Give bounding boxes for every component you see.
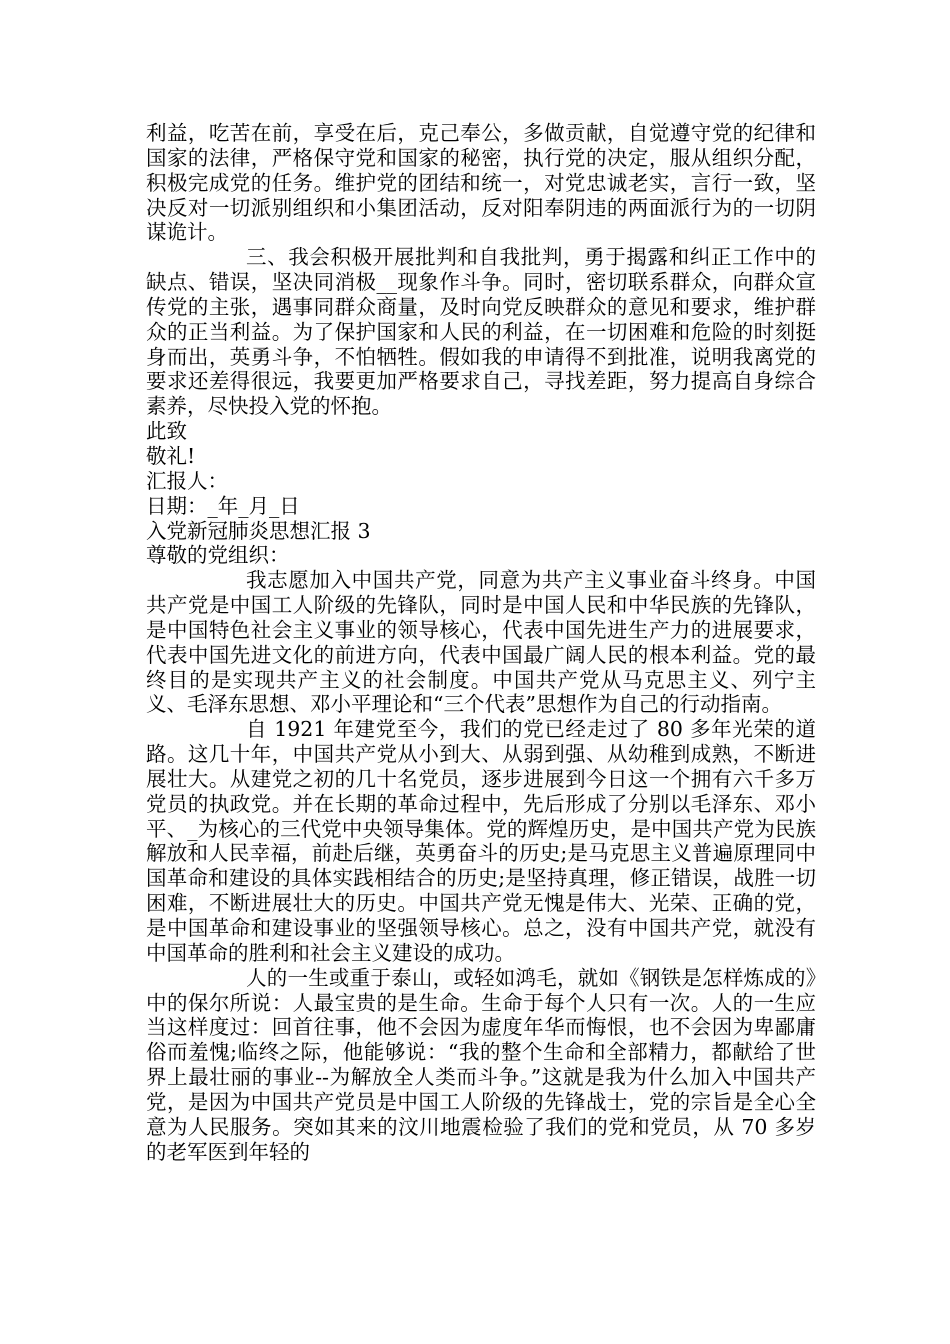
greeting-line: 尊敬的党组织： (146, 543, 290, 568)
paragraph-self-criticism: 三、我会积极开展批判和自我批判，勇于揭露和纠正工作中的缺点、错误，坚决同消极__现象作斗争。同时，密切联系群众，向群众宣传党的主张，遇事同群众商量，及时向党反映群众的意见和要求，维护群众的正当利益。为了保护国家和人民的利益，在一切困难和危险的时刻挺身而出，英勇斗争，不怕牺牲。假如我的申请得不到批准，说明我离党的要求还差得很远，我要更加严格要求自己，寻找差距，努力提高自身综合素养，尽快投入党的怀抱。 (146, 245, 816, 419)
reporter-label: 汇报人： (146, 468, 228, 493)
section-title: 入党新冠肺炎思想汇报 3 (146, 518, 371, 543)
paragraph-party-history: 自 1921 年建党至今，我们的党已经走过了 80 多年光荣的道路。这几十年，中国共产党从小到大、从弱到强、从幼稚到成熟，不断进展壮大。从建党之初的几十名党员，逐步进展到今日这一个拥有六千多万党员的执政党。并在长期的革命过程中，先后形成了分别以毛泽东、邓小平、_为核心的三代党中央领导集体。党的辉煌历史，是中国共产党为民族解放和人民幸福，前赴后继，英勇奋斗的历史;是马克思主义普遍原理同中国革命和建设的具体实践相结合的历史;是坚持真理，修正错误，战胜一切困难，不断进展壮大的历史。中国共产党无愧是伟大、光荣、正确的党，是中国革命和建设事业的坚强领导核心。总之，没有中国共产党，就没有中国革命的胜利和社会主义建设的成功。 (146, 717, 816, 965)
paragraph-party-nature: 我志愿加入中国共产党，同意为共产主义事业奋斗终身。中国共产党是中国工人阶级的先锋队，同时是中国人民和中华民族的先锋队，是中国特色社会主义事业的领导核心，代表中国先进生产力的进展要求，代表中国先进文化的前进方向，代表中国最广阔人民的根本利益。党的最终目的是实现共产主义的社会制度。中国共产党从马克思主义、列宁主义、毛泽东思想、邓小平理论和“三个代表”思想作为自己的行动指南。 (146, 568, 816, 717)
paragraph-party-discipline: 利益，吃苦在前，享受在后，克己奉公，多做贡献，自觉遵守党的纪律和国家的法律，严格保守党和国家的秘密，执行党的决定，服从组织分配，积极完成党的任务。维护党的团结和统一，对党忠诚老实，言行一致，坚决反对一切派别组织和小集团活动，反对阳奉阴违的两面派行为的一切阴谋诡计。 (146, 121, 816, 245)
date-line: 日期：_年_月_日 (146, 493, 300, 518)
document-body (146, 121, 816, 1164)
paragraph-life-meaning: 人的一生或重于泰山，或轻如鸿毛，就如《钢铁是怎样炼成的》中的保尔所说：人最宝贵的是生命。生命于每个人只有一次。人的一生应当这样度过：回首往事，他不会因为虚度年华而悔恨，也不会因为卑鄙庸俗而羞愧;临终之际，他能够说：“我的整个生命和全部精力，都献给了世界上最壮丽的事业--为解放全人类而斗争。”这就是我为什么加入中国共产党，是因为中国共产党员是中国工人阶级的先锋战士，党的宗旨是全心全意为人民服务。突如其来的汶川地震检验了我们的党和党员，从 70 多岁的老军医到年轻的 (146, 965, 816, 1164)
closing-salutation: 此致 (146, 419, 187, 444)
closing-respect: 敬礼! (146, 443, 196, 468)
